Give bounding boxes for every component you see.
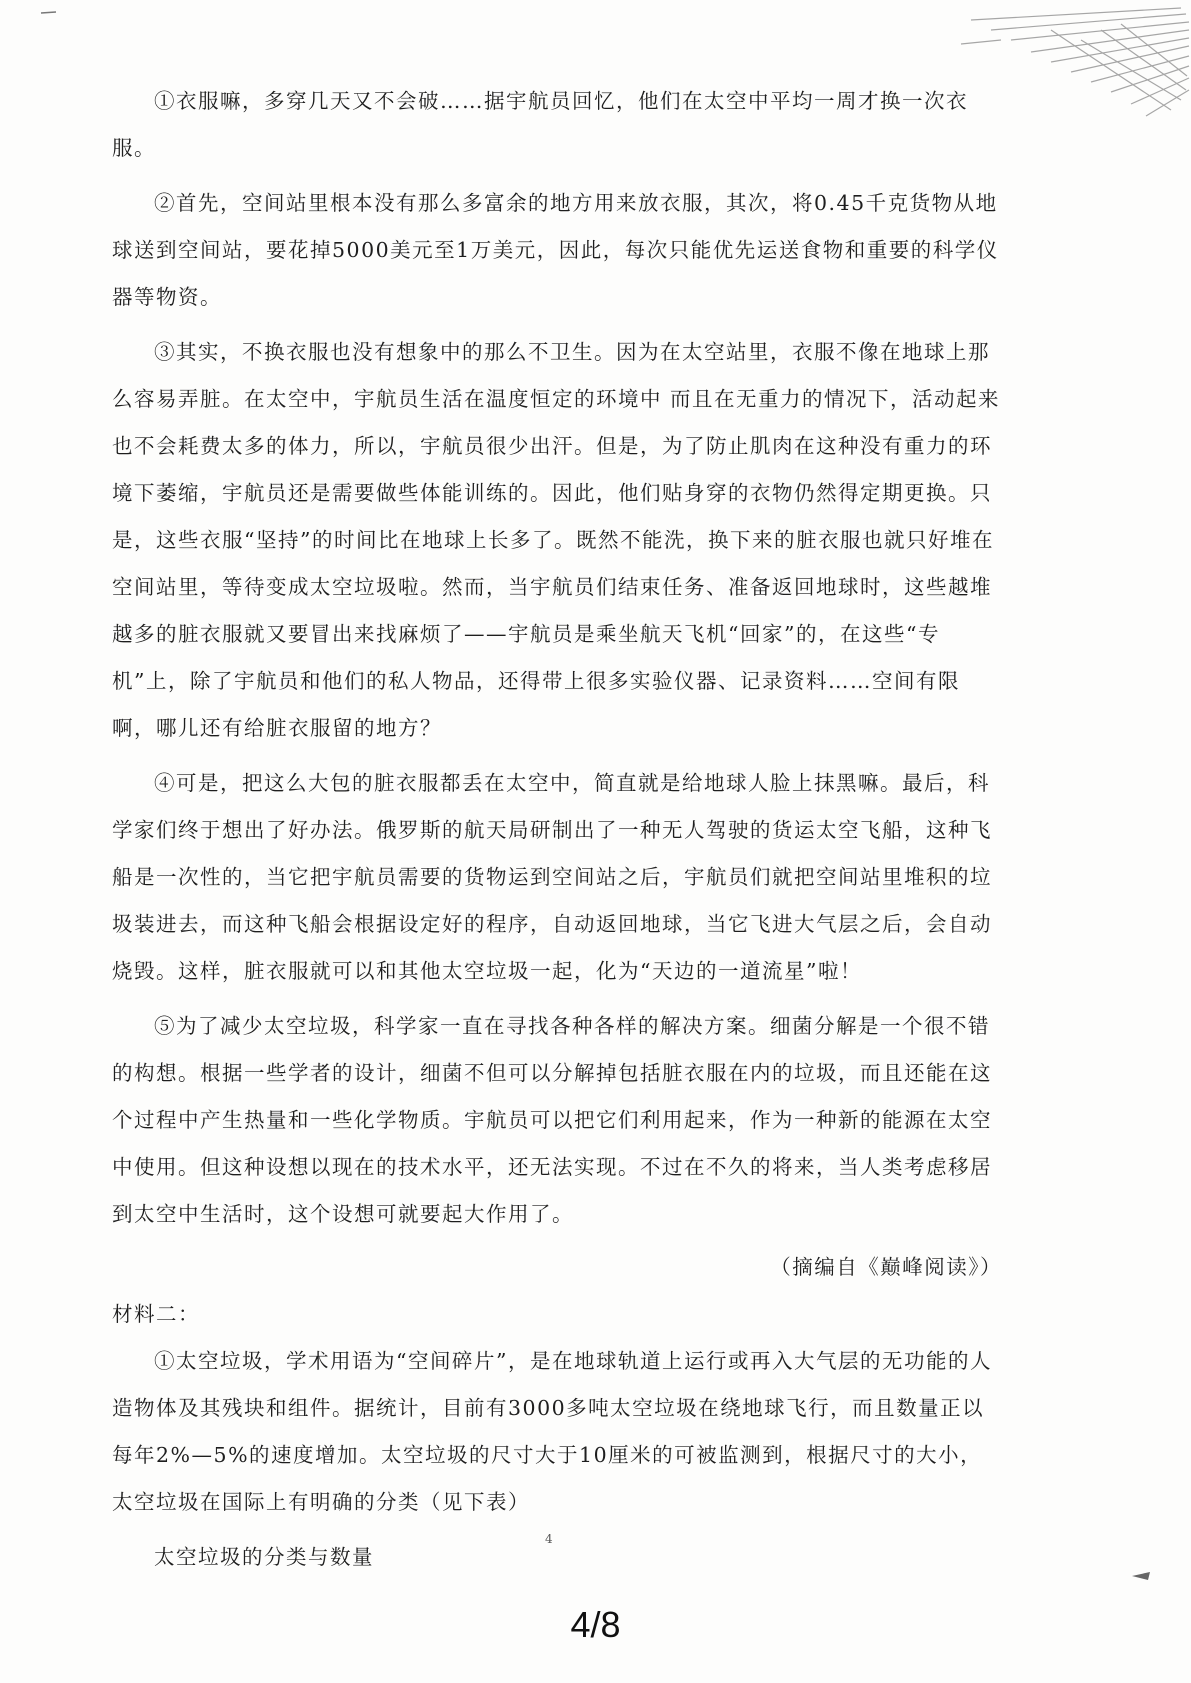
scan-speck — [40, 10, 58, 16]
faint-page-mark: 4 — [545, 1532, 553, 1546]
material-one-paragraph-2: ②首先，空间站里根本没有那么多富余的地方用来放衣服，其次，将0.45千克货物从地球送到空间站，要花掉5000美元至1万美元，因此，每次只能优先运送食物和重要的科学仪器等物资。 — [112, 191, 999, 309]
material-two-heading: 材料二： — [112, 1302, 200, 1326]
page-number: 4/8 — [570, 1604, 621, 1645]
material-one-paragraph-5: ⑤为了减少太空垃圾，科学家一直在寻找各种各样的解决方案。细菌分解是一个很不错的构想。根据一些学者的设计，细菌不但可以分解掉包括脏衣服在内的垃圾，而且还能在这个过程中产生热量和一些化学物质。宇航员可以把它们利用起来，作为一种新的能源在太空中使用。但这种设想以现在的技术水平，还无法实现。不过在不久的将来，当人类考虑移居到太空中生活时，这个设想可就要起大作用了。 — [112, 1014, 992, 1226]
material-one-paragraph-4: ④可是，把这么大包的脏衣服都丢在太空中，简直就是给地球人脸上抹黑嘛。最后，科学家们终于想出了好办法。俄罗斯的航天局研制出了一种无人驾驶的货运太空飞船，这种飞船是一次性的，当它把宇航员需要的货物运到空间站之后，宇航员们就把空间站里堆积的垃圾装进去，而这种飞船会根据设定好的程序，自动返回地球，当它飞进大气层之后，会自动烧毁。这样，脏衣服就可以和其他太空垃圾一起，化为“天边的一道流星”啦！ — [112, 771, 992, 983]
material-one-source: （摘编自《巅峰阅读》） — [770, 1255, 1002, 1279]
scan-corner-mark — [1130, 1568, 1152, 1582]
article-body — [112, 78, 1002, 1581]
table-caption: 太空垃圾的分类与数量 — [154, 1545, 374, 1569]
material-one-paragraph-3: ③其实，不换衣服也没有想象中的那么不卫生。因为在太空站里，衣服不像在地球上那么容易弄脏。在太空中，宇航员生活在温度恒定的环境中 而且在无重力的情况下，活动起来也不会耗费太多的体力，所以，宇航员很少出汗。但是，为了防止肌肉在这种没有重力的环境下萎缩，宇航员还是需要做些体能训练的。因此，他们贴身穿的衣物仍然得定期更换。只是，这些衣服“坚持”的时间比在地球上长多了。既然不能洗，换下来的脏衣服也就只好堆在空间站里，等待变成太空垃圾啦。然而，当宇航员们结束任务、准备返回地球时，这些越堆越多的脏衣服就又要冒出来找麻烦了——宇航员是乘坐航天飞机“回家”的，在这些“专机”上，除了宇航员和他们的私人物品，还得带上很多实验仪器、记录资料……空间有限啊，哪儿还有给脏衣服留的地方？ — [112, 340, 1001, 740]
material-one-paragraph-1: ①衣服嘛，多穿几天又不会破……据宇航员回忆，他们在太空中平均一周才换一次衣服。 — [112, 89, 968, 160]
material-two-paragraph-1: ①太空垃圾，学术用语为“空间碎片”，是在地球轨道上运行或再入大气层的无功能的人造物体及其残块和组件。据统计，目前有3000多吨太空垃圾在绕地球飞行，而且数量正以每年2%—5%的速度增加。太空垃圾的尺寸大于10厘米的可被监测到，根据尺寸的大小，太空垃圾在国际上有明确的分类（见下表） — [112, 1349, 992, 1514]
